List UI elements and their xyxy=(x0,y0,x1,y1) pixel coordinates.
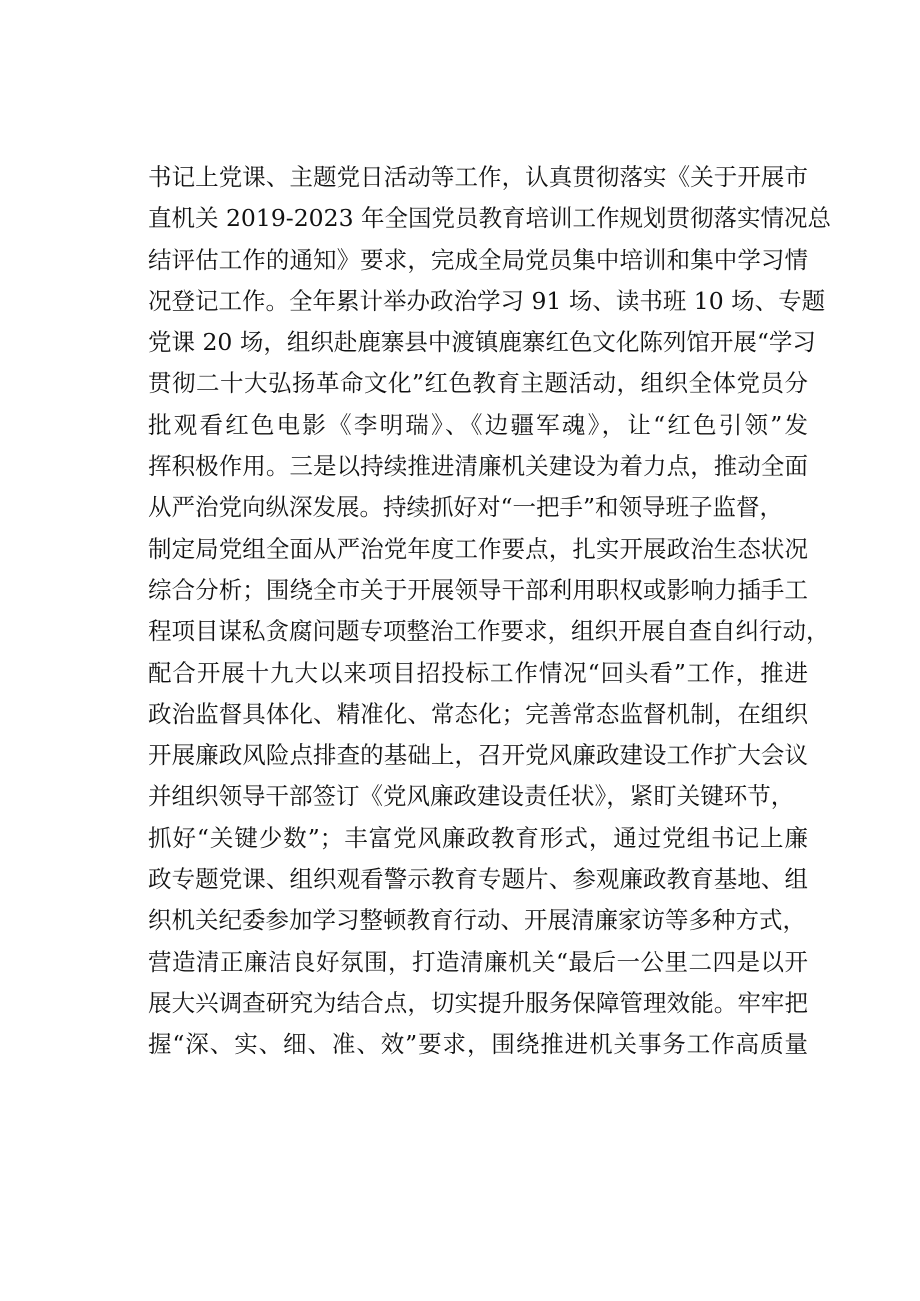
text-line: 制定局党组全面从严治党年度工作要点，扎实开展政治生态状况 xyxy=(148,534,808,563)
text-line: 结评估工作的通知》要求，完成全局党员集中培训和集中学习情 xyxy=(148,245,808,274)
text-line: 挥积极作用。三是以持续推进清廉机关建设为着力点，推动全面 xyxy=(148,452,808,481)
text-line: 政专题党课、组织观看警示教育专题片、参观廉政教育基地、组 xyxy=(148,865,808,894)
text-line: 贯彻二十大弘扬革命文化”红色教育主题活动，组织全体党员分 xyxy=(148,369,808,398)
text-line: 书记上党课、主题党日活动等工作，认真贯彻落实《关于开展市 xyxy=(148,163,808,191)
text-line: 政治监督具体化、精准化、常态化；完善常态监督机制，在组织 xyxy=(148,699,808,728)
text-line: 握“深、实、细、准、效”要求，围绕推进机关事务工作高质量 xyxy=(148,1030,808,1059)
text-line: 展大兴调查研究为结合点，切实提升服务保障管理效能。牢牢把 xyxy=(148,988,808,1017)
text-line: 从严治党向纵深发展。持续抓好对“一把手”和领导班子监督， xyxy=(148,493,784,522)
text-line: 党课 20 场，组织赴鹿寨县中渡镇鹿寨红色文化陈列馆开展“学习 xyxy=(148,328,816,357)
text-line: 直机关 2019-2023 年全国党员教育培训工作规划贯彻落实情况总 xyxy=(148,204,831,233)
text-line: 况登记工作。全年累计举办政治学习 91 场、读书班 10 场、专题 xyxy=(148,286,826,315)
text-line: 批观看红色电影《李明瑞》、《边疆军魂》，让“红色引领”发 xyxy=(148,410,808,439)
text-line: 综合分析；围绕全市关于开展领导干部利用职权或影响力插手工 xyxy=(148,575,808,604)
text-line: 程项目谋私贪腐问题专项整治工作要求，组织开展自查自纠行动， xyxy=(148,617,830,646)
text-line: 开展廉政风险点排查的基础上，召开党风廉政建设工作扩大会议 xyxy=(148,741,808,770)
text-line: 营造清正廉洁良好氛围，打造清廉机关“最后一公里二四是以开 xyxy=(148,947,808,976)
body-paragraph xyxy=(148,157,831,1066)
text-line: 抓好“关键少数”；丰富党风廉政教育形式，通过党组书记上廉 xyxy=(148,823,808,852)
text-line: 织机关纪委参加学习整顿教育行动、开展清廉家访等多种方式， xyxy=(148,906,806,935)
text-line: 配合开展十九大以来项目招投标工作情况“回头看”工作，推进 xyxy=(148,658,808,687)
text-line: 并组织领导干部签订《党风廉政建设责任状》，紧盯关键环节， xyxy=(148,782,795,811)
